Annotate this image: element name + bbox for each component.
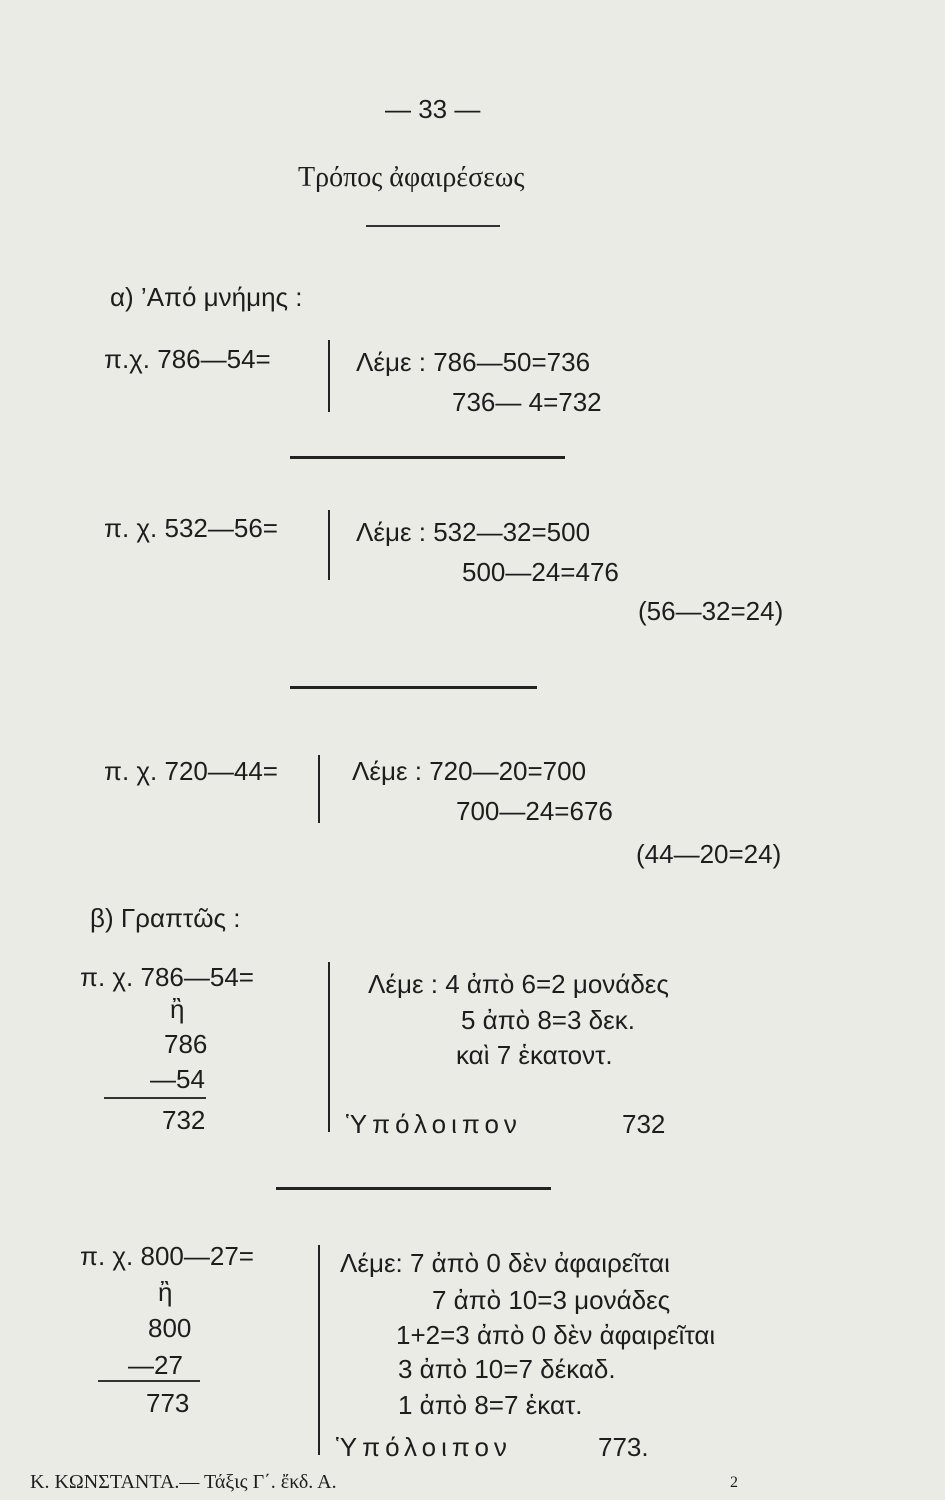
sum-line (98, 1380, 200, 1382)
minuend: 800 (148, 1313, 192, 1343)
signature-mark: 2 (730, 1474, 738, 1491)
explanation-line: καὶ 7 ἑκατοντ. (456, 1040, 613, 1070)
subtrahend: —54 (150, 1064, 205, 1094)
page-title: Τρόπος ἀφαιρέσεως (298, 162, 525, 193)
example-1-step-2: 736— 4=732 (452, 387, 602, 417)
example-1-problem: π.χ. 786—54= (104, 344, 271, 374)
example-2-note: (56—32=24) (638, 596, 784, 626)
explanation-line: 5 ἀπὸ 8=3 δεκ. (461, 1005, 635, 1035)
explanation-line: 7 ἀπὸ 10=3 μονάδες (432, 1285, 671, 1315)
section-a-heading: α) ’Από μνήμης : (110, 282, 303, 312)
explanation-line: Λέμε : 4 ἀπὸ 6=2 μονάδες (368, 969, 669, 999)
remainder-value: 773. (598, 1432, 649, 1462)
example-3-note: (44—20=24) (636, 839, 782, 869)
footer-imprint: Κ. ΚΩΝΣΤΑΝΤΑ.— Τάξις Γ΄. ἔκδ. Α. (30, 1471, 337, 1493)
divider-bar (328, 340, 330, 412)
or-word: ἢ (170, 994, 185, 1024)
divider-bar (328, 962, 330, 1132)
sum-line (104, 1097, 206, 1099)
remainder-value: 732 (622, 1109, 666, 1139)
or-word: ἢ (158, 1277, 173, 1307)
explanation-line: Λέμε: 7 ἀπὸ 0 δὲν ἀφαιρεῖται (340, 1248, 670, 1278)
remainder-label: Ὑπόλοιπον (336, 1432, 512, 1462)
subtrahend: —27 (128, 1350, 183, 1380)
minuend: 786 (164, 1029, 208, 1059)
example-5-problem: π. χ. 800—27= (80, 1241, 254, 1271)
example-1-step-1: Λέμε : 786—50=736 (356, 347, 591, 377)
title-underline (366, 225, 500, 227)
separator-rule (290, 686, 537, 689)
example-3-step-1: Λέμε : 720—20=700 (352, 756, 587, 786)
section-b-heading: β) Γραπτῶς : (90, 903, 241, 933)
divider-bar (318, 755, 320, 823)
example-3-step-2: 700—24=676 (456, 796, 613, 826)
separator-rule (276, 1187, 551, 1190)
example-4-problem: π. χ. 786—54= (80, 962, 254, 992)
divider-bar (328, 510, 330, 580)
difference: 773 (146, 1388, 190, 1418)
example-2-problem: π. χ. 532—56= (104, 513, 278, 543)
explanation-line: 3 ἀπὸ 10=7 δέκαδ. (398, 1354, 616, 1384)
explanation-line: 1+2=3 ἀπὸ 0 δὲν ἀφαιρεῖται (396, 1320, 716, 1350)
page-number: — 33 — (385, 94, 481, 124)
separator-rule (290, 456, 565, 459)
explanation-line: 1 ἀπὸ 8=7 ἑκατ. (398, 1390, 583, 1420)
example-3-problem: π. χ. 720—44= (104, 756, 278, 786)
example-2-step-1: Λέμε : 532—32=500 (356, 517, 591, 547)
divider-bar (318, 1245, 320, 1455)
example-2-step-2: 500—24=476 (462, 557, 619, 587)
difference: 732 (162, 1105, 206, 1135)
remainder-label: Ὑπόλοιπον (346, 1109, 522, 1139)
